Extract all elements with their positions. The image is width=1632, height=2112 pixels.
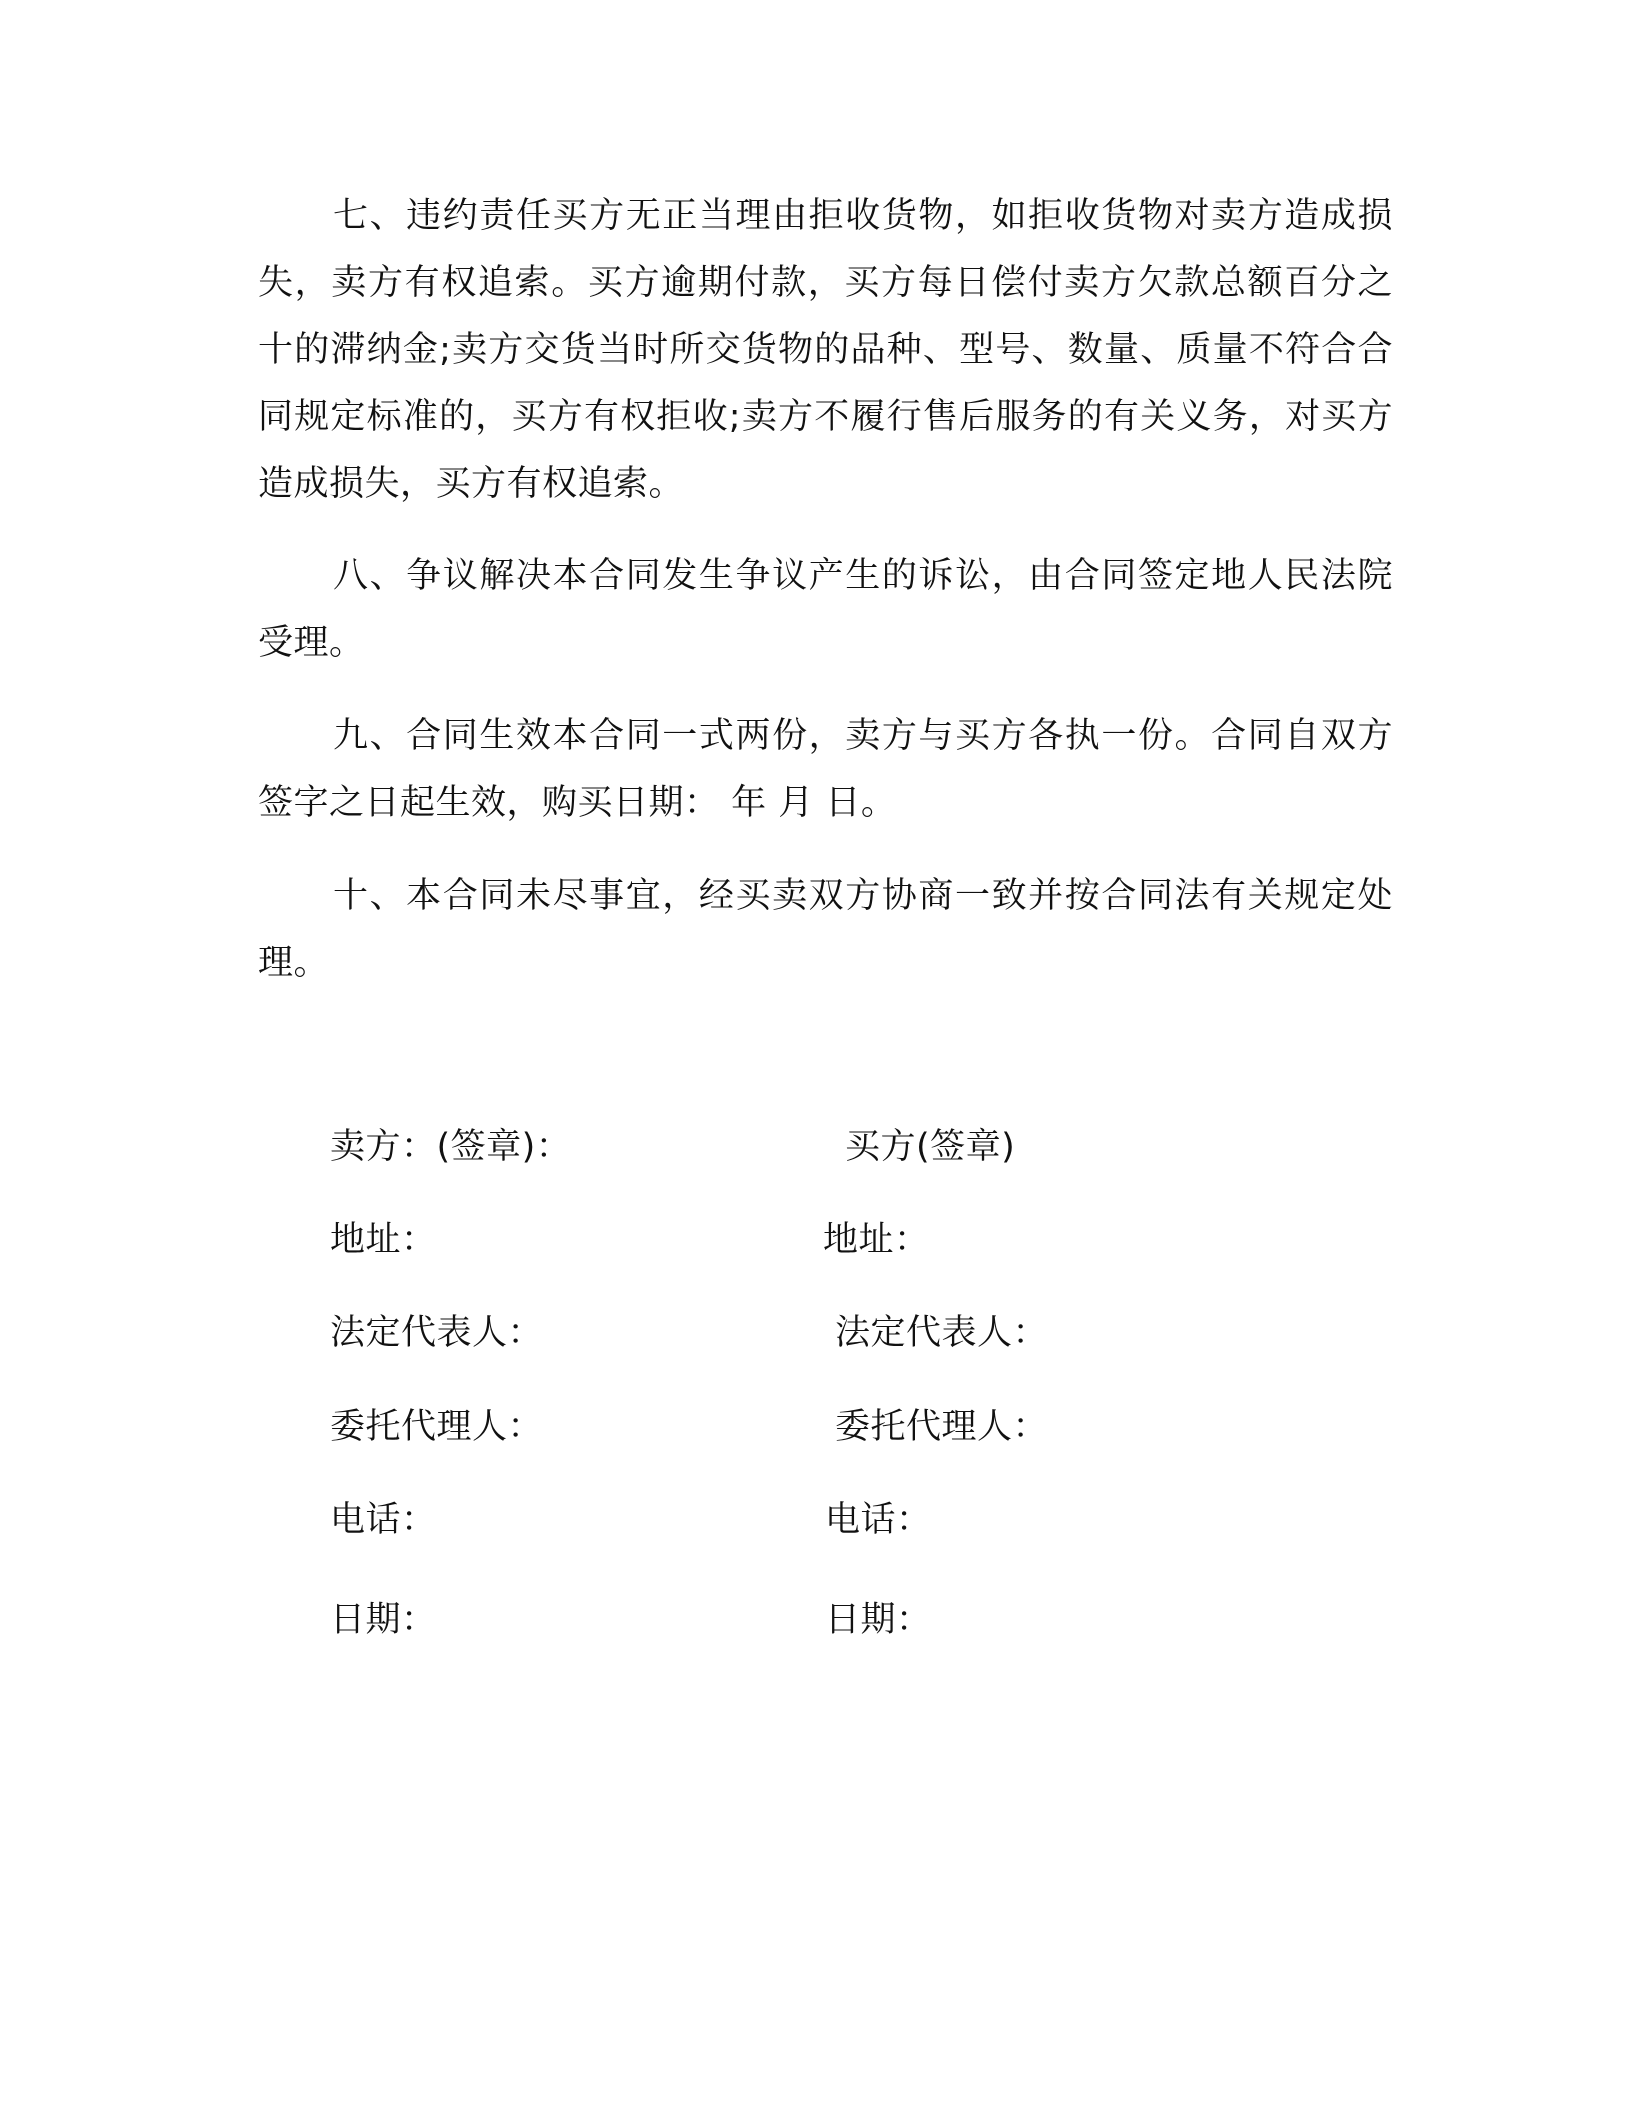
seller-date-label: 日期：	[330, 1600, 437, 1640]
seller-address-label: 地址：	[330, 1220, 437, 1260]
seller-phone-label: 电话：	[330, 1500, 437, 1540]
buyer-address-label: 地址：	[823, 1220, 930, 1260]
buyer-phone-label: 电话：	[825, 1500, 932, 1540]
seller-agent-label: 委托代理人：	[330, 1407, 544, 1447]
clause-eight-dispute-resolution: 八、争议解决本合同发生争议产生的诉讼，由合同签定地人民法院受理。	[258, 556, 1393, 663]
buyer-date-label: 日期：	[825, 1600, 932, 1640]
clause-seven-breach-liability: 七、违约责任买方无正当理由拒收货物，如拒收货物对卖方造成损失，卖方有权追索。买方逾期付款，买方每日偿付卖方欠款总额百分之十的滞纳金;卖方交货当时所交货物的品种、型号、数量、质量不符合合同规定标准的，买方有权拒收;卖方不履行售后服务的有关义务，对买方造成损失，买方有权追索。	[258, 196, 1393, 504]
buyer-legal-rep-label: 法定代表人：	[835, 1313, 1049, 1353]
clause-nine-effectiveness: 九、合同生效本合同一式两份，卖方与买方各执一份。合同自双方签字之日起生效，购买日期： 年 月 日。	[258, 716, 1393, 823]
buyer-signature-label: 买方(签章)	[845, 1127, 1016, 1167]
seller-signature-label: 卖方：(签章)：	[330, 1127, 572, 1167]
buyer-agent-label: 委托代理人：	[835, 1407, 1049, 1447]
seller-legal-rep-label: 法定代表人：	[330, 1313, 544, 1353]
clause-ten-other-matters: 十、本合同未尽事宜，经买卖双方协商一致并按合同法有关规定处理。	[258, 876, 1393, 983]
